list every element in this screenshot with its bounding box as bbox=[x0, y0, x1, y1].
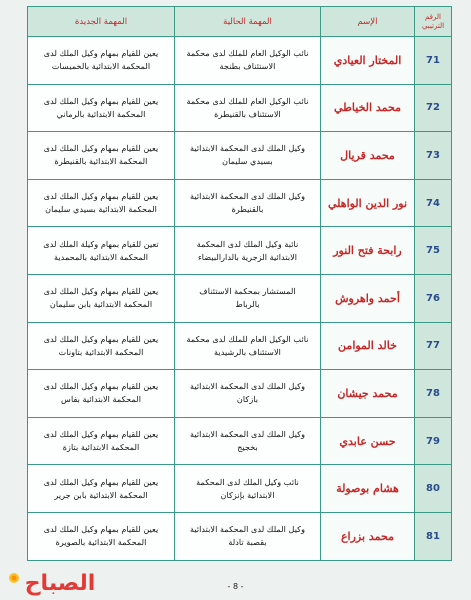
cell-text-line: المحكمة الابتدائية بالقنيطرة bbox=[54, 156, 148, 167]
name-cell: رابحة فتح النور bbox=[321, 227, 415, 275]
name-cell: محمد قريال bbox=[321, 132, 415, 180]
cell-text-line: نائب الوكيل العام للملك لدى محكمة bbox=[186, 95, 309, 106]
cell-text-line: وكيل الملك لدى المحكمة الابتدائية bbox=[189, 191, 306, 202]
cell-text-line: يعين للقيام بمهام وكيل الملك لدى bbox=[43, 191, 159, 202]
cell-text-line: المستشار بمحكمة الاستئناف bbox=[199, 286, 296, 297]
cell-text-line: وكيل الملك لدى المحكمة الابتدائية bbox=[189, 429, 306, 440]
cell-text-line: يعين للقيام بمهام وكيل الملك لدى bbox=[43, 476, 159, 487]
cell-text-line: بقصبة تادلة bbox=[228, 537, 267, 548]
cell-text-line: وكيل الملك لدى المحكمة الابتدائية bbox=[189, 381, 306, 392]
cell-text-line: يعين للقيام بمهام وكيل الملك لدى bbox=[43, 95, 159, 106]
new-role-cell bbox=[28, 37, 175, 85]
table-row bbox=[28, 84, 452, 132]
cell-text-line: المحكمة الابتدائية بتازة bbox=[62, 442, 140, 453]
new-role-cell bbox=[28, 132, 175, 180]
rank-cell: 78 bbox=[415, 370, 452, 418]
cell-text-line: بالرباط bbox=[235, 299, 260, 310]
logo-text: الصباح bbox=[24, 571, 96, 596]
table-row bbox=[28, 37, 452, 85]
cell-text-line: المحكمة الابتدائية بابن سليمان bbox=[49, 299, 153, 310]
cell-text-line: نائب الوكيل العام للملك لدى محكمة bbox=[186, 333, 309, 344]
header-name: الإسم bbox=[321, 7, 415, 37]
new-role-cell bbox=[28, 512, 175, 560]
new-role-cell bbox=[28, 322, 175, 370]
cell-text-line: المحكمة الابتدائية بالخميسات bbox=[51, 61, 151, 72]
rank-cell: 74 bbox=[415, 179, 452, 227]
table-row bbox=[28, 512, 452, 560]
cell-text-line: يعين للقيام بمهام وكيل الملك لدى bbox=[43, 286, 159, 297]
name-cell: محمد الخياطي bbox=[321, 84, 415, 132]
current-role-cell bbox=[175, 370, 321, 418]
cell-text-line: الاستئناف بالرشيدية bbox=[214, 346, 281, 357]
cell-text-line: المحكمة الابتدائية بابن جرير bbox=[54, 489, 148, 500]
rank-cell: 75 bbox=[415, 227, 452, 275]
appointments-table bbox=[27, 6, 452, 561]
current-role-cell bbox=[175, 84, 321, 132]
rank-cell: 71 bbox=[415, 37, 452, 85]
cell-text-line: وكيل الملك لدى المحكمة الابتدائية bbox=[189, 143, 306, 154]
cell-text-line: بسيدي سليمان bbox=[222, 156, 273, 167]
new-role-cell bbox=[28, 179, 175, 227]
rank-cell: 73 bbox=[415, 132, 452, 180]
cell-text-line: نائب الوكيل العام للملك لدى محكمة bbox=[186, 48, 309, 59]
table-row bbox=[28, 179, 452, 227]
new-role-cell bbox=[28, 465, 175, 513]
current-role-cell bbox=[175, 179, 321, 227]
rank-cell: 79 bbox=[415, 417, 452, 465]
table-header-row bbox=[28, 7, 452, 37]
name-cell: هشام بوصولة bbox=[321, 465, 415, 513]
cell-text-line: يعين للقيام بمهام وكيل الملك لدى bbox=[43, 333, 159, 344]
cell-text-line: يعين للقيام بمهام وكيل الملك لدى bbox=[43, 381, 159, 392]
header-new-role: المهمة الجديدة bbox=[28, 7, 175, 37]
table-row bbox=[28, 465, 452, 513]
cell-text-line: المحكمة الابتدائية بالرماني bbox=[56, 108, 146, 119]
name-cell: نور الدين الواهلي bbox=[321, 179, 415, 227]
cell-text-line: المحكمة الابتدائية بفاس bbox=[61, 394, 141, 405]
cell-text-line: تعين للقيام بمهام وكيلة الملك لدى bbox=[43, 238, 159, 249]
current-role-cell bbox=[175, 465, 321, 513]
rank-cell: 76 bbox=[415, 274, 452, 322]
new-role-cell bbox=[28, 227, 175, 275]
cell-text-line: بازكان bbox=[236, 394, 259, 405]
current-role-cell bbox=[175, 417, 321, 465]
cell-text-line: يعين للقيام بمهام وكيل الملك لدى bbox=[43, 524, 159, 535]
name-cell: حسن عابدي bbox=[321, 417, 415, 465]
newspaper-logo bbox=[4, 566, 100, 596]
table-row bbox=[28, 322, 452, 370]
cell-text-line: بخجيج bbox=[237, 442, 258, 453]
cell-text-line: يعين للقيام بمهام وكيل الملك لدى bbox=[43, 48, 159, 59]
current-role-cell bbox=[175, 132, 321, 180]
cell-text-line: يعين للقيام بمهام وكيل الملك لدى bbox=[43, 143, 159, 154]
name-cell: خالد الموامن bbox=[321, 322, 415, 370]
rank-cell: 72 bbox=[415, 84, 452, 132]
header-rank: الرقم الترتيبي bbox=[415, 7, 452, 37]
cell-text-line: يعين للقيام بمهام وكيل الملك لدى bbox=[43, 429, 159, 440]
current-role-cell bbox=[175, 512, 321, 560]
cell-text-line: الابتدائية الزجرية بالدارالبيضاء bbox=[197, 251, 298, 262]
cell-text-line: المحكمة الابتدائية بسيدي سليمان bbox=[45, 204, 157, 215]
current-role-cell bbox=[175, 274, 321, 322]
name-cell: المختار العيادي bbox=[321, 37, 415, 85]
new-role-cell bbox=[28, 84, 175, 132]
new-role-cell bbox=[28, 370, 175, 418]
new-role-cell bbox=[28, 274, 175, 322]
name-cell: محمد جيشان bbox=[321, 370, 415, 418]
header-current-role: المهمة الحالية bbox=[175, 7, 321, 37]
cell-text-line: الاستئناف بطنجة bbox=[219, 61, 276, 72]
page-number: - 8 - bbox=[227, 582, 244, 591]
rank-cell: 80 bbox=[415, 465, 452, 513]
rank-cell: 81 bbox=[415, 512, 452, 560]
cell-text-line: نائبة وكيل الملك لدى المحكمة bbox=[196, 238, 299, 249]
current-role-cell bbox=[175, 227, 321, 275]
cell-text-line: الاستئناف بالقنيطرة bbox=[214, 108, 281, 119]
table-row bbox=[28, 227, 452, 275]
cell-text-line: نائب وكيل الملك لدى المحكمة bbox=[196, 476, 299, 487]
table-row bbox=[28, 132, 452, 180]
cell-text-line: الابتدائية بإنزكان bbox=[220, 489, 275, 500]
cell-text-line: وكيل الملك لدى المحكمة الابتدائية bbox=[189, 524, 306, 535]
cell-text-line: بالقنيطرة bbox=[231, 204, 264, 215]
table-row bbox=[28, 274, 452, 322]
cell-text-line: المحكمة الابتدائية بالصويرة bbox=[55, 537, 147, 548]
table-row bbox=[28, 417, 452, 465]
name-cell: أحمد واهروش bbox=[321, 274, 415, 322]
cell-text-line: المحكمة الابتدائية بالمحمدية bbox=[53, 251, 149, 262]
rank-cell: 77 bbox=[415, 322, 452, 370]
table-row bbox=[28, 370, 452, 418]
cell-text-line: المحكمة الابتدائية بتاونات bbox=[58, 346, 144, 357]
name-cell: محمد بزراع bbox=[321, 512, 415, 560]
current-role-cell bbox=[175, 37, 321, 85]
current-role-cell bbox=[175, 322, 321, 370]
new-role-cell bbox=[28, 417, 175, 465]
